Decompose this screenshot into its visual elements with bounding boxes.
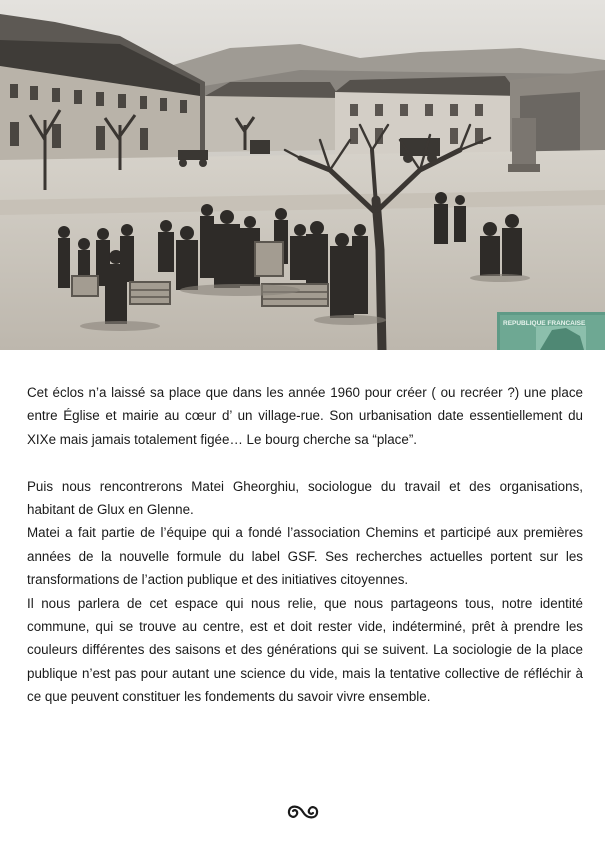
- paragraph-intro: Cet éclos n’a laissé sa place que dans les année 1960 pour créer ( ou recréer ?) une place entre Église et mairie au cœur d’ un village-rue. Son urbanisation date essentiellement du XIXe mais jamais totalement figée… Le bourg cherche sa “place”.: [27, 385, 583, 447]
- paragraph-bio: Matei a fait partie de l’équipe qui a fondé l’association Chemins et participé aux premières années de la nouvelle formule du label GSF. Ses recherches actuelles portent sur les transformations de l’action publique et des initiatives citoyennes.: [27, 525, 583, 588]
- village-square-photo: [0, 0, 605, 350]
- postage-stamp: [497, 312, 605, 350]
- stamp-text: REPUBLIQUE FRANCAISE: [503, 320, 586, 327]
- fleuron-ornament-icon: [284, 802, 322, 822]
- body-text: [27, 381, 583, 709]
- photo-illustration: [0, 0, 605, 350]
- paragraph-topic: Il nous parlera de cet espace qui nous relie, que nous partageons tous, notre identité commune, qui se trouve au centre, est et doit rester vide, indéterminé, prêt à prendre les couleurs différentes des saisons et des générations qui se suivent. La sociologie de la place publique n’est pas pour autant une science du vide, mais la tentative collective de réfléchir à ce que peuvent constituer les fondements du savoir vivre ensemble.: [27, 595, 583, 705]
- paragraph-speaker: Puis nous rencontrerons Matei Gheorghiu, sociologue du travail et des organisations, habitant de Glux en Glenne.: [27, 478, 583, 518]
